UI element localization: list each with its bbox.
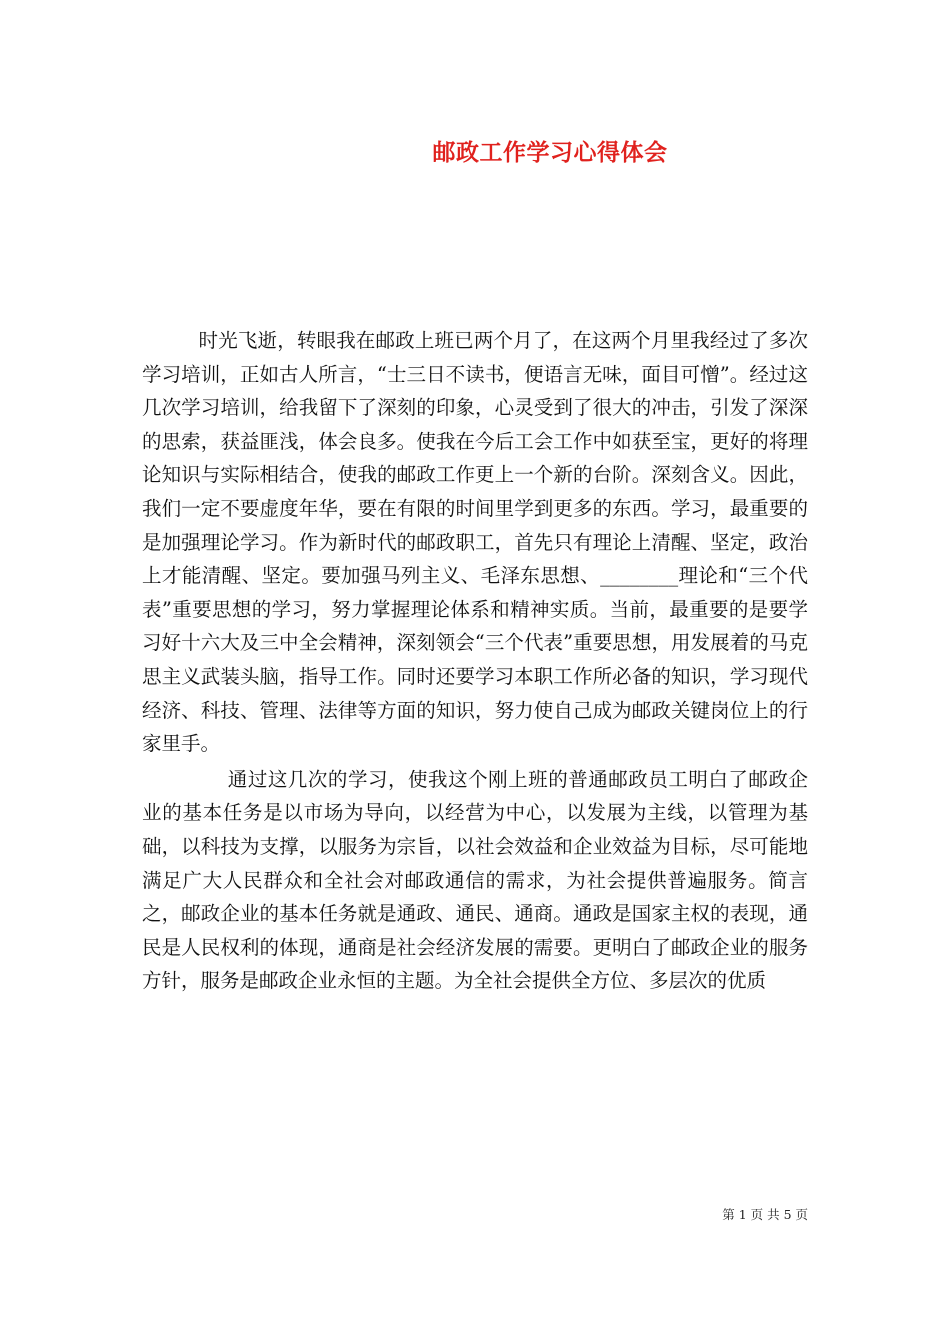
page-number-footer: 第 1 页 共 5 页 — [722, 1207, 808, 1222]
document-title: 邮政工作学习心得体会 — [432, 139, 668, 166]
document-body — [142, 324, 808, 1000]
paragraph-1: 时光飞逝，转眼我在邮政上班已两个月了，在这两个月里我经过了多次学习培训，正如古人所言，“士三日不读书，便语言无味，面目可憎”。经过这几次学习培训，给我留下了深刻的印象，心灵受到了很大的冲击，引发了深深的思索，获益匪浅，体会良多。使我在今后工会工作中如获至宝，更好的将理论知识与实际相结合，使我的邮政工作更上一个新的台阶。深刻含义。因此，我们一定不要虚度年华，要在有限的时间里学到更多的东西。学习，最重要的是加强理论学习。作为新时代的邮政职工，首先只有理论上清醒、坚定，政治上才能清醒、坚定。要加强马列主义、毛泽东思想、________理论和“三个代表”重要思想的学习，努力掌握理论体系和精神实质。当前，最重要的是要学习好十六大及三中全会精神，深刻领会“三个代表”重要思想，用发展着的马克思主义武装头脑，指导工作。同时还要学习本职工作所必备的知识，学习现代经济、科技、管理、法律等方面的知识，努力使自己成为邮政关键岗位上的行家里手。 — [142, 329, 808, 756]
paragraph-2: 通过这几次的学习，使我这个刚上班的普通邮政员工明白了邮政企业的基本任务是以市场为导向，以经营为中心，以发展为主线，以管理为基础，以科技为支撑，以服务为宗旨，以社会效益和企业效益为目标，尽可能地满足广大人民群众和全社会对邮政通信的需求，为社会提供普遍服务。简言之，邮政企业的基本任务就是通政、通民、通商。通政是国家主权的表现，通民是人民权利的体现，通商是社会经济发展的需要。更明白了邮政企业的服务方针，服务是邮政企业永恒的主题。为全社会提供全方位、多层次的优质 — [142, 767, 808, 993]
